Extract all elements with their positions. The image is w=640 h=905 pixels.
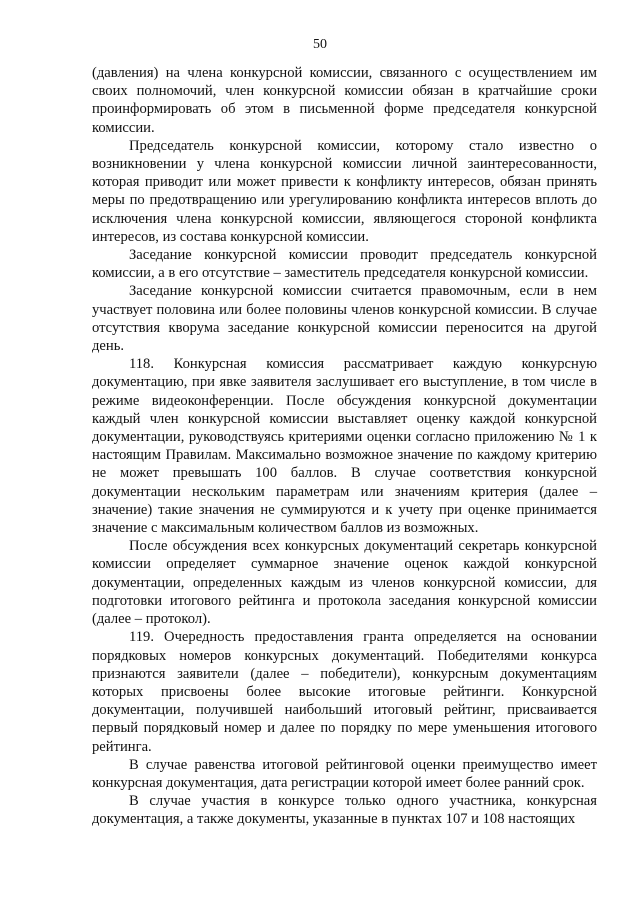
paragraph-118: 118. Конкурсная комиссия рассматривает каждую конкурсную документацию, при явке заявителя заслушивает его выступление, в том числе в режиме видеоконференции. После обсуждения конкурсной документации каждый член конкурсной комиссии выставляет оценку каждой конкурсной документации, руководствуясь критериями оценки согласно приложению № 1 к настоящим Правилам. Максимально возможное значение по каждому критерию не может превышать 100 баллов. В случае соответствия конкурсной документации нескольким параметрам или значениям критерия (далее – значение) такие значения не суммируются и к учету при оценке принимается значение с максимальным количеством баллов из возможных. [92, 356, 597, 537]
paragraph-secretary-rating: После обсуждения всех конкурсных документаций секретарь конкурсной комиссии определяет суммарное значение оценок каждой конкурсной документации, определенных каждым из членов конкурсной комиссии, для подготовки итогового рейтинга и протокола заседания конкурсной комиссии (далее – протокол). [92, 538, 597, 628]
paragraph-119: 119. Очередность предоставления гранта определяется на основании порядковых номеров конкурсных документаций. Победителями конкурса признаются заявители (далее – победители), конкурсным документациям которых присвоены более высокие итоговые рейтинги. Конкурсной документации, получившей наибольший итоговый рейтинг, присваивается первый порядковый номер и далее по порядку по мере уменьшения итогового рейтинга. [92, 629, 597, 755]
page-number: 50 [313, 37, 327, 52]
paragraph-single-participant: В случае участия в конкурсе только одного участника, конкурсная документация, а также документы, указанные в пунктах 107 и 108 настоящих [92, 793, 597, 828]
paragraph-quorum: Заседание конкурсной комиссии считается правомочным, если в нем участвует половина или более половины членов конкурсной комиссии. В случае отсутствия кворума заседание конкурсной комиссии переносится на другой день. [92, 283, 597, 355]
document-body [92, 64, 597, 829]
paragraph-continuation: (давления) на члена конкурсной комиссии, связанного с осуществлением им своих полномочий, член конкурсной комиссии обязан в кратчайшие сроки проинформировать об этом в письменной форме председателя конкурсной комиссии. [92, 65, 597, 136]
paragraph-chairman-conflict: Председатель конкурсной комиссии, которому стало известно о возникновении у члена конкурсной комиссии личной заинтересованности, которая приводит или может привести к конфликту интересов, обязан принять меры по предотвращению или урегулированию конфликта интересов вплоть до исключения члена конкурсной комиссии, являющегося стороной конфликта интересов, из состава конкурсной комиссии. [92, 137, 597, 245]
paragraph-meeting-chair: Заседание конкурсной комиссии проводит председатель конкурсной комиссии, а в его отсутствие – заместитель председателя конкурсной комиссии. [92, 247, 597, 282]
paragraph-tie-rule: В случае равенства итоговой рейтинговой оценки преимущество имеет конкурсная документация, дата регистрации которой имеет более ранний срок. [92, 756, 597, 791]
